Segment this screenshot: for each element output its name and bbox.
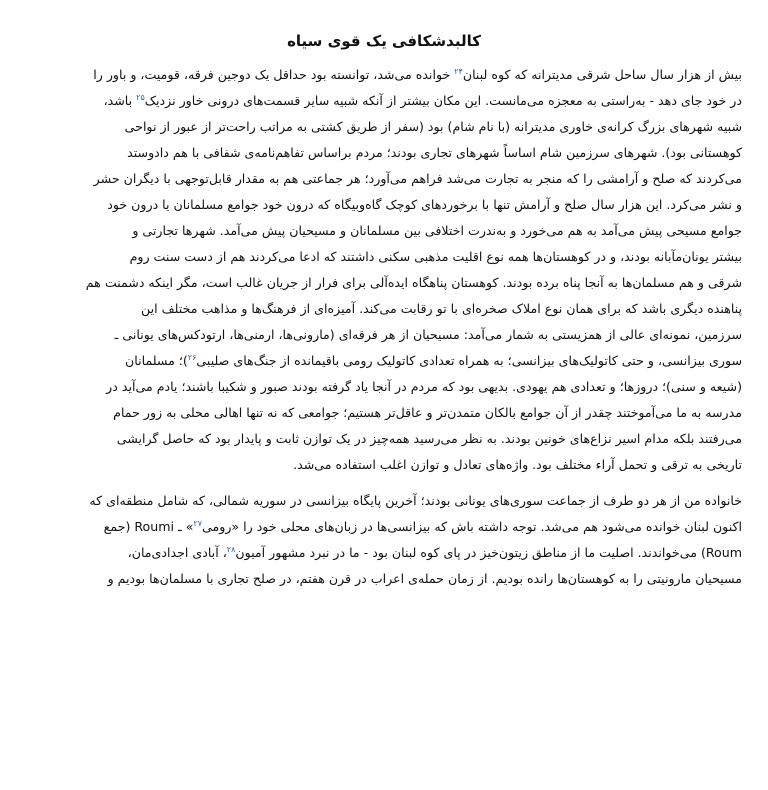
text-line: خانواده من از هر دو طرف از جماعت سوری‌های یونانی بودند؛ آخرین پایگاه بیزانسی در سوریه شمالی، که شامل منطقه‌ای که — [89, 493, 742, 508]
text-line: تاریخی به ترقی و تحمل آراء مختلف بود. واژه‌های تعادل و توازن اغلب استفاده می‌شد. — [293, 457, 742, 472]
text-line: در خود جای دهد - به‌راستی به معجزه می‌مانست. این مکان بیشتر از آنکه شبیه سایر قسمت‌های درونی خاور نزدیک$^{۲۵}$ باشد، — [103, 92, 742, 108]
footnote-ref-25[interactable]: ۲۵ — [136, 92, 145, 102]
text-line: سوری بیزانسی، و حتی کاتولیک‌های بیزانسی؛ به همراه تعدادی کاتولیک رومی باقیمانده از جنگ‌های صلیبی$^{۲۶}$)؛ مسلمانان — [125, 352, 742, 368]
footnote-ref-26[interactable]: ۲۶ — [187, 352, 197, 362]
footnote-ref-27[interactable]: ۲۷ — [193, 518, 202, 528]
text-line: شبیه شهرهای بزرگ کرانه‌ی خاوری مدیترانه (با نام شام) بود (سفر از طریق کشتی به مراتب راحت‌تر از عبور از نواحی — [124, 119, 742, 134]
text-line: اکنون لبنان خوانده می‌شود هم می‌شد. توجه داشته باش که بیزانسی‌ها در زبان‌های محلی خود را «رومی$^{۲۷}$» ـ Roumi (جمع — [103, 518, 742, 534]
text-line: و نشر می‌کرد. این هزار سال صلح و آرامش تنها با برخوردهای کوچک گاه‌وبیگاه که درون خود جوامع مسلمانان یا درون خود — [107, 197, 742, 212]
text-line: کوهستانی بود). شهرهای سرزمین شام اساساً شهرهای تجاری بودند؛ مردم براساس تفاهم‌نامه‌ی شفافی با هم دادوستد — [127, 145, 742, 160]
paragraph-1 — [26, 62, 742, 478]
text-line: مسیحیان مارونیتی را به کوهستان‌ها رانده بودیم. از زمان حمله‌ی اعراب در قرن هفتم، در صلح تجاری با مسلمان‌ها بودیم و — [107, 571, 742, 586]
text-line: (شیعه و سنی)؛ دروزها؛ و تعدادی هم یهودی. بدیهی بود که مردم در آنجا یاد گرفته بودند صبور و شکیبا باشند؛ یادم می‌آید در — [106, 379, 742, 394]
text-line: سرزمین، نمونه‌ای عالی از همزیستی به شمار می‌آمد: مسیحیان از هر فرقه‌ای (مارونی‌ها، ارمنی‌ها، ارتودکس‌های یونانی ـ — [114, 327, 742, 342]
chapter-title: کالبدشکافی یک قوی سیاه — [287, 32, 481, 50]
text-line: می‌رفتند بلکه مدام اسیر نزاع‌های خونین بودند. به نظر می‌رسید همه‌چیز در یک توازن ثابت و پایدار بود که حاصل گرایشی — [116, 431, 742, 446]
text-line: شرقی و هم مسلمان‌ها به آنجا پناه برده بودند. کوهستان پناهگاه ایده‌آلی برای فرار از جریان غالب است، مگر اینکه دشمنت هم — [85, 275, 742, 290]
text-line: جوامع مسیحی پیش می‌آمد به هم می‌خورد و به‌ندرت اختلافی بین مسلمانان و مسیحیان پیش می‌آمد. شهرها تجارتی و — [132, 223, 742, 238]
text-line: بیش از هزار سال ساحل شرقی مدیترانه که کوه لبنان$^{۲۴}$ خوانده می‌شد، توانسته بود حداقل یک دوجین فرقه، قومیت، و باور را — [93, 66, 742, 82]
text-line: می‌کردند که صلح و آرامشی را که منجر به تجارت می‌شد فراهم می‌آورد؛ هر جماعتی هم به مقدار قابل‌توجهی با دیگران حشر — [93, 171, 742, 186]
text-line: بیشتر یونان‌مآبانه بودند، و در کوهستان‌ها همه نوع اقلیت مذهبی سکنی داشتند که ادعا می‌کردند هم از دست سنت روم — [129, 249, 742, 264]
text-line: پناهنده دیگری باشد که برای همان نوع املاک صخره‌ای با تو رقابت می‌کند. آمیزه‌ای از فرهنگ‌ها و مذاهب مختلف این — [140, 301, 742, 316]
paragraph-2 — [26, 488, 742, 592]
text-line: Roum) می‌خواندند. اصلیت ما از مناطق زیتون‌خیز در پای کوه لبنان بود - ما در نبرد مشهور آمیون$^{۲۸}$، آبادی اجدادی‌مان، — [127, 544, 742, 560]
footnote-ref-24[interactable]: ۲۴ — [454, 66, 463, 76]
text-line: مدرسه به ما می‌آموختند چقدر از آن جوامع بالکان متمدن‌تر و عاقل‌تر هستیم؛ جوامعی که نه تنها اهالی محلی به زور حمام — [113, 405, 742, 420]
footnote-ref-28[interactable]: ۲۸ — [226, 544, 236, 554]
